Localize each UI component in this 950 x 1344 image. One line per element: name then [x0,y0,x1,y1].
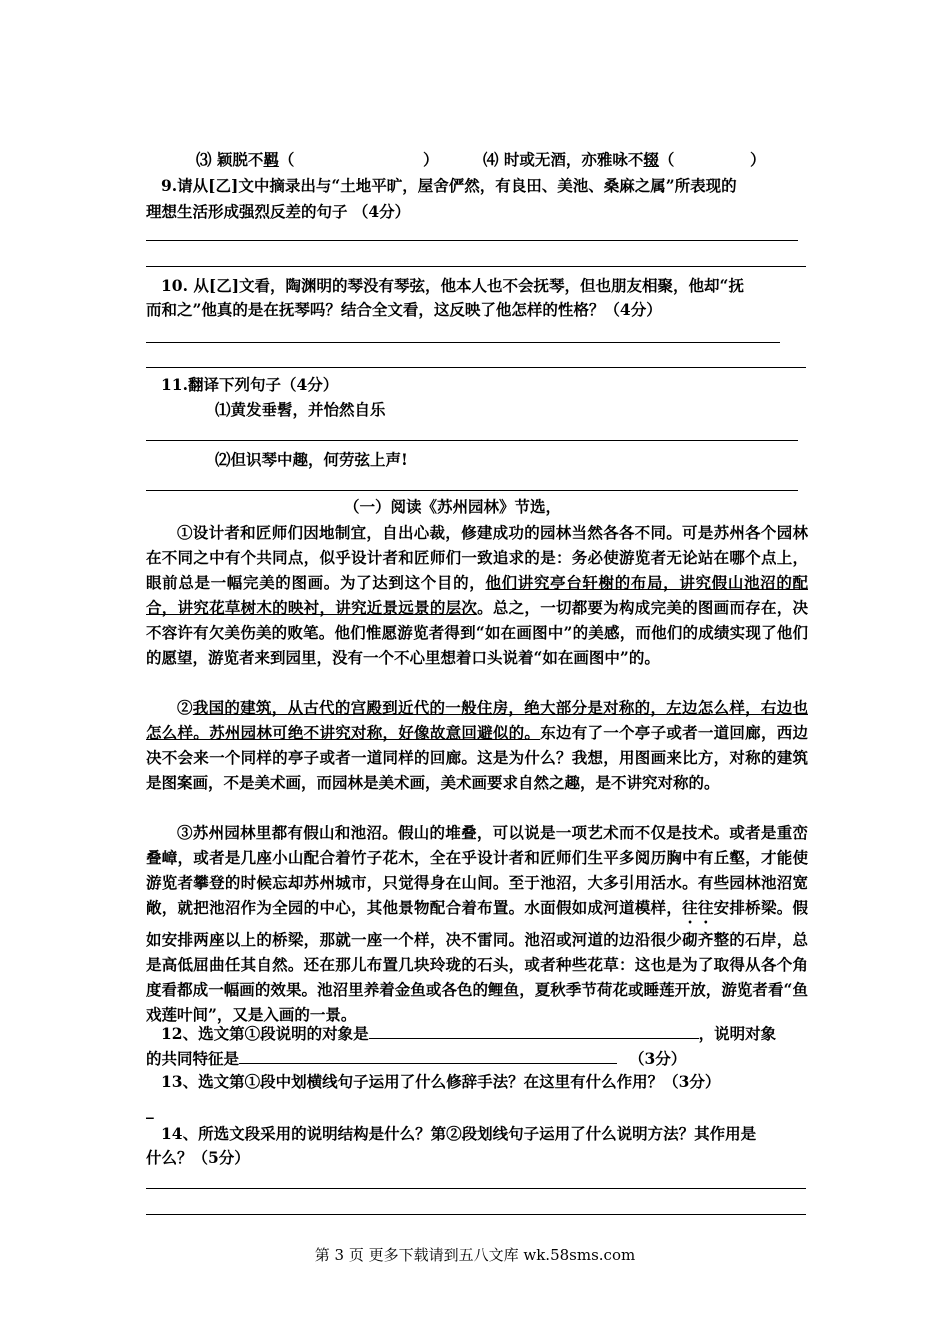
paragraph-1-text-a: ①设计者和匠师们因地制宜，自出心裁，修建成功的园林当然各各不同。可是苏州各个园林在不同之中有个共同点，似乎设计者和匠师们一致追求的是：务必使游览者无论站在哪个点上，眼前总是一幅完美的图画。为了达到这个目的， [146,523,808,592]
passage-heading: （一）阅读《苏州园林》节选， [344,497,562,516]
q8-item-3-paren-open: （ [278,150,295,169]
q12-line-2 [146,1047,686,1069]
q12-score: （3分） [629,1049,687,1068]
q12-blank-1[interactable] [369,1022,699,1039]
q11-title: 11.翻译下列句子（4分） [161,375,339,394]
q11-sentence-1: ⑴黄发垂髫，并怡然自乐 [215,400,386,419]
q12-prompt-1-end: ，说明对象 [698,1024,777,1043]
passage-paragraph-3 [146,820,808,1027]
q12-line-1 [161,1022,776,1044]
answer-line [146,440,798,441]
q14-line-1: 14、所选文段采用的说明结构是什么？第②段划线句子运用了什么说明方法？其作用是 [161,1124,757,1143]
q8-item-3-close: ） [423,150,439,169]
paragraph-1-text-b: 。总之，一切都要为构成完美的图画而存在，决不容许有欠美伤美的败笔。他们惟愿游览者得到“如在画图中”的美感，而他们的成绩实现了他们的愿望，游览者来到园里，没有一个不心里想着口头说着“如在画图中”的。 [146,598,808,667]
q10-line-2: 而和之”他真的是在抚琴吗？结合全文看，这反映了他怎样的性格？（4分） [146,300,662,319]
answer-line [146,342,780,343]
q13-dash: _ [146,1100,154,1119]
answer-line [146,266,806,267]
paragraph-3-text-a: ③苏州园林里都有假山和池沼。假山的堆叠，可以说是一项艺术而不仅是技术。或者是重峦叠嶂，或者是几座小山配合着竹子花木，全在乎设计者和匠师们生平多阅历胸中有丘壑，才能使游览者攀登的时候忘却苏州城市，只觉得身在山间。至于池沼，大多引用活水。有些园林池沼宽敞，就把池沼作为全园的中心，其他景物配合着布置。水面假如成河道模样， [146,823,808,917]
paragraph-2-underlined: 我国的建筑，从古代的宫殿到近代的一般住房，绝大部分是对称的，左边怎么样，右边也怎么样。苏州园林可绝不讲究对称，好像故意回避似的。 [146,698,808,742]
paragraph-2-text-b: 东边有了一个亭子或者一道回廊，西边决不会来一个同样的亭子或者一道同样的回廊。这是为什么？我想，用图画来比方，对称的建筑是图案画，不是美术画，而园林是美术画，美术画要求自然之趣，是不讲究对称的。 [146,723,808,792]
q11-sentence-2: ⑵但识琴中趣，何劳弦上声! [215,450,408,469]
paragraph-3-text-b: 安排桥梁。假如安排两座以上的桥梁，那就一座一个样，决不雷同。池沼或河道的边沿很少砌齐整的石岸，总是高低屈曲任其自然。还在那儿布置几块玲珑的石头，或者种些花草：这也是为了取得从各个角度看都成一幅画的效果。池沼里养着金鱼或各色的鲤鱼，夏秋季节荷花或睡莲开放，游览者看“鱼戏莲叶间”，又是入画的一景。 [146,898,808,1024]
q14-line-2: 什么？（5分） [146,1148,250,1167]
passage-paragraph-1 [146,520,808,670]
q8-item-3 [196,150,294,170]
q12-prompt-1: 12、选文第①段说明的对象是 [161,1024,369,1043]
q8-item-4-paren-open: （ [658,150,675,169]
answer-line [146,1214,806,1215]
q13-line: 13、选文第①段中划横线句子运用了什么修辞手法？在这里有什么作用？（3分） [161,1072,721,1091]
answer-line [146,490,798,491]
q12-blank-2[interactable] [239,1047,617,1064]
paragraph-2-number: ② [177,698,193,717]
answer-line [146,240,798,241]
q8-item-3-word: 羁 [263,150,279,169]
q8-item-4-close: ） [750,150,766,169]
q8-item-4 [483,150,674,170]
page-footer: 第 3 页 更多下载请到五八文库 wk.58sms.com [314,1246,636,1264]
answer-line [146,367,806,368]
q8-item-3-prefix: ⑶ 颖脱不 [196,150,264,169]
q9-line-2: 理想生活形成强烈反差的句子 （4分） [146,202,411,221]
q8-item-4-prefix: ⑷ 时或无酒，亦雅咏不 [483,150,644,169]
answer-line [146,1188,806,1189]
q10-line-1: 10. 从[乙]文看，陶渊明的琴没有琴弦，他本人也不会抚琴，但也朋友相聚，他却“抚 [161,276,744,295]
paragraph-3-dotted: 往往 [682,898,714,917]
q12-prompt-2: 的共同特征是 [146,1049,240,1068]
passage-paragraph-2 [146,695,808,795]
q9-line-1: 9.请从[乙]文中摘录出与“土地平旷，屋舍俨然，有良田、美池、桑麻之属”所表现的 [161,176,737,195]
paragraph-1-underlined: 他们讲究亭台轩榭的布局，讲究假山池沼的配合，讲究花草树木的映衬，讲究近景远景的层次 [146,573,808,617]
q8-item-4-word: 辍 [643,150,659,169]
